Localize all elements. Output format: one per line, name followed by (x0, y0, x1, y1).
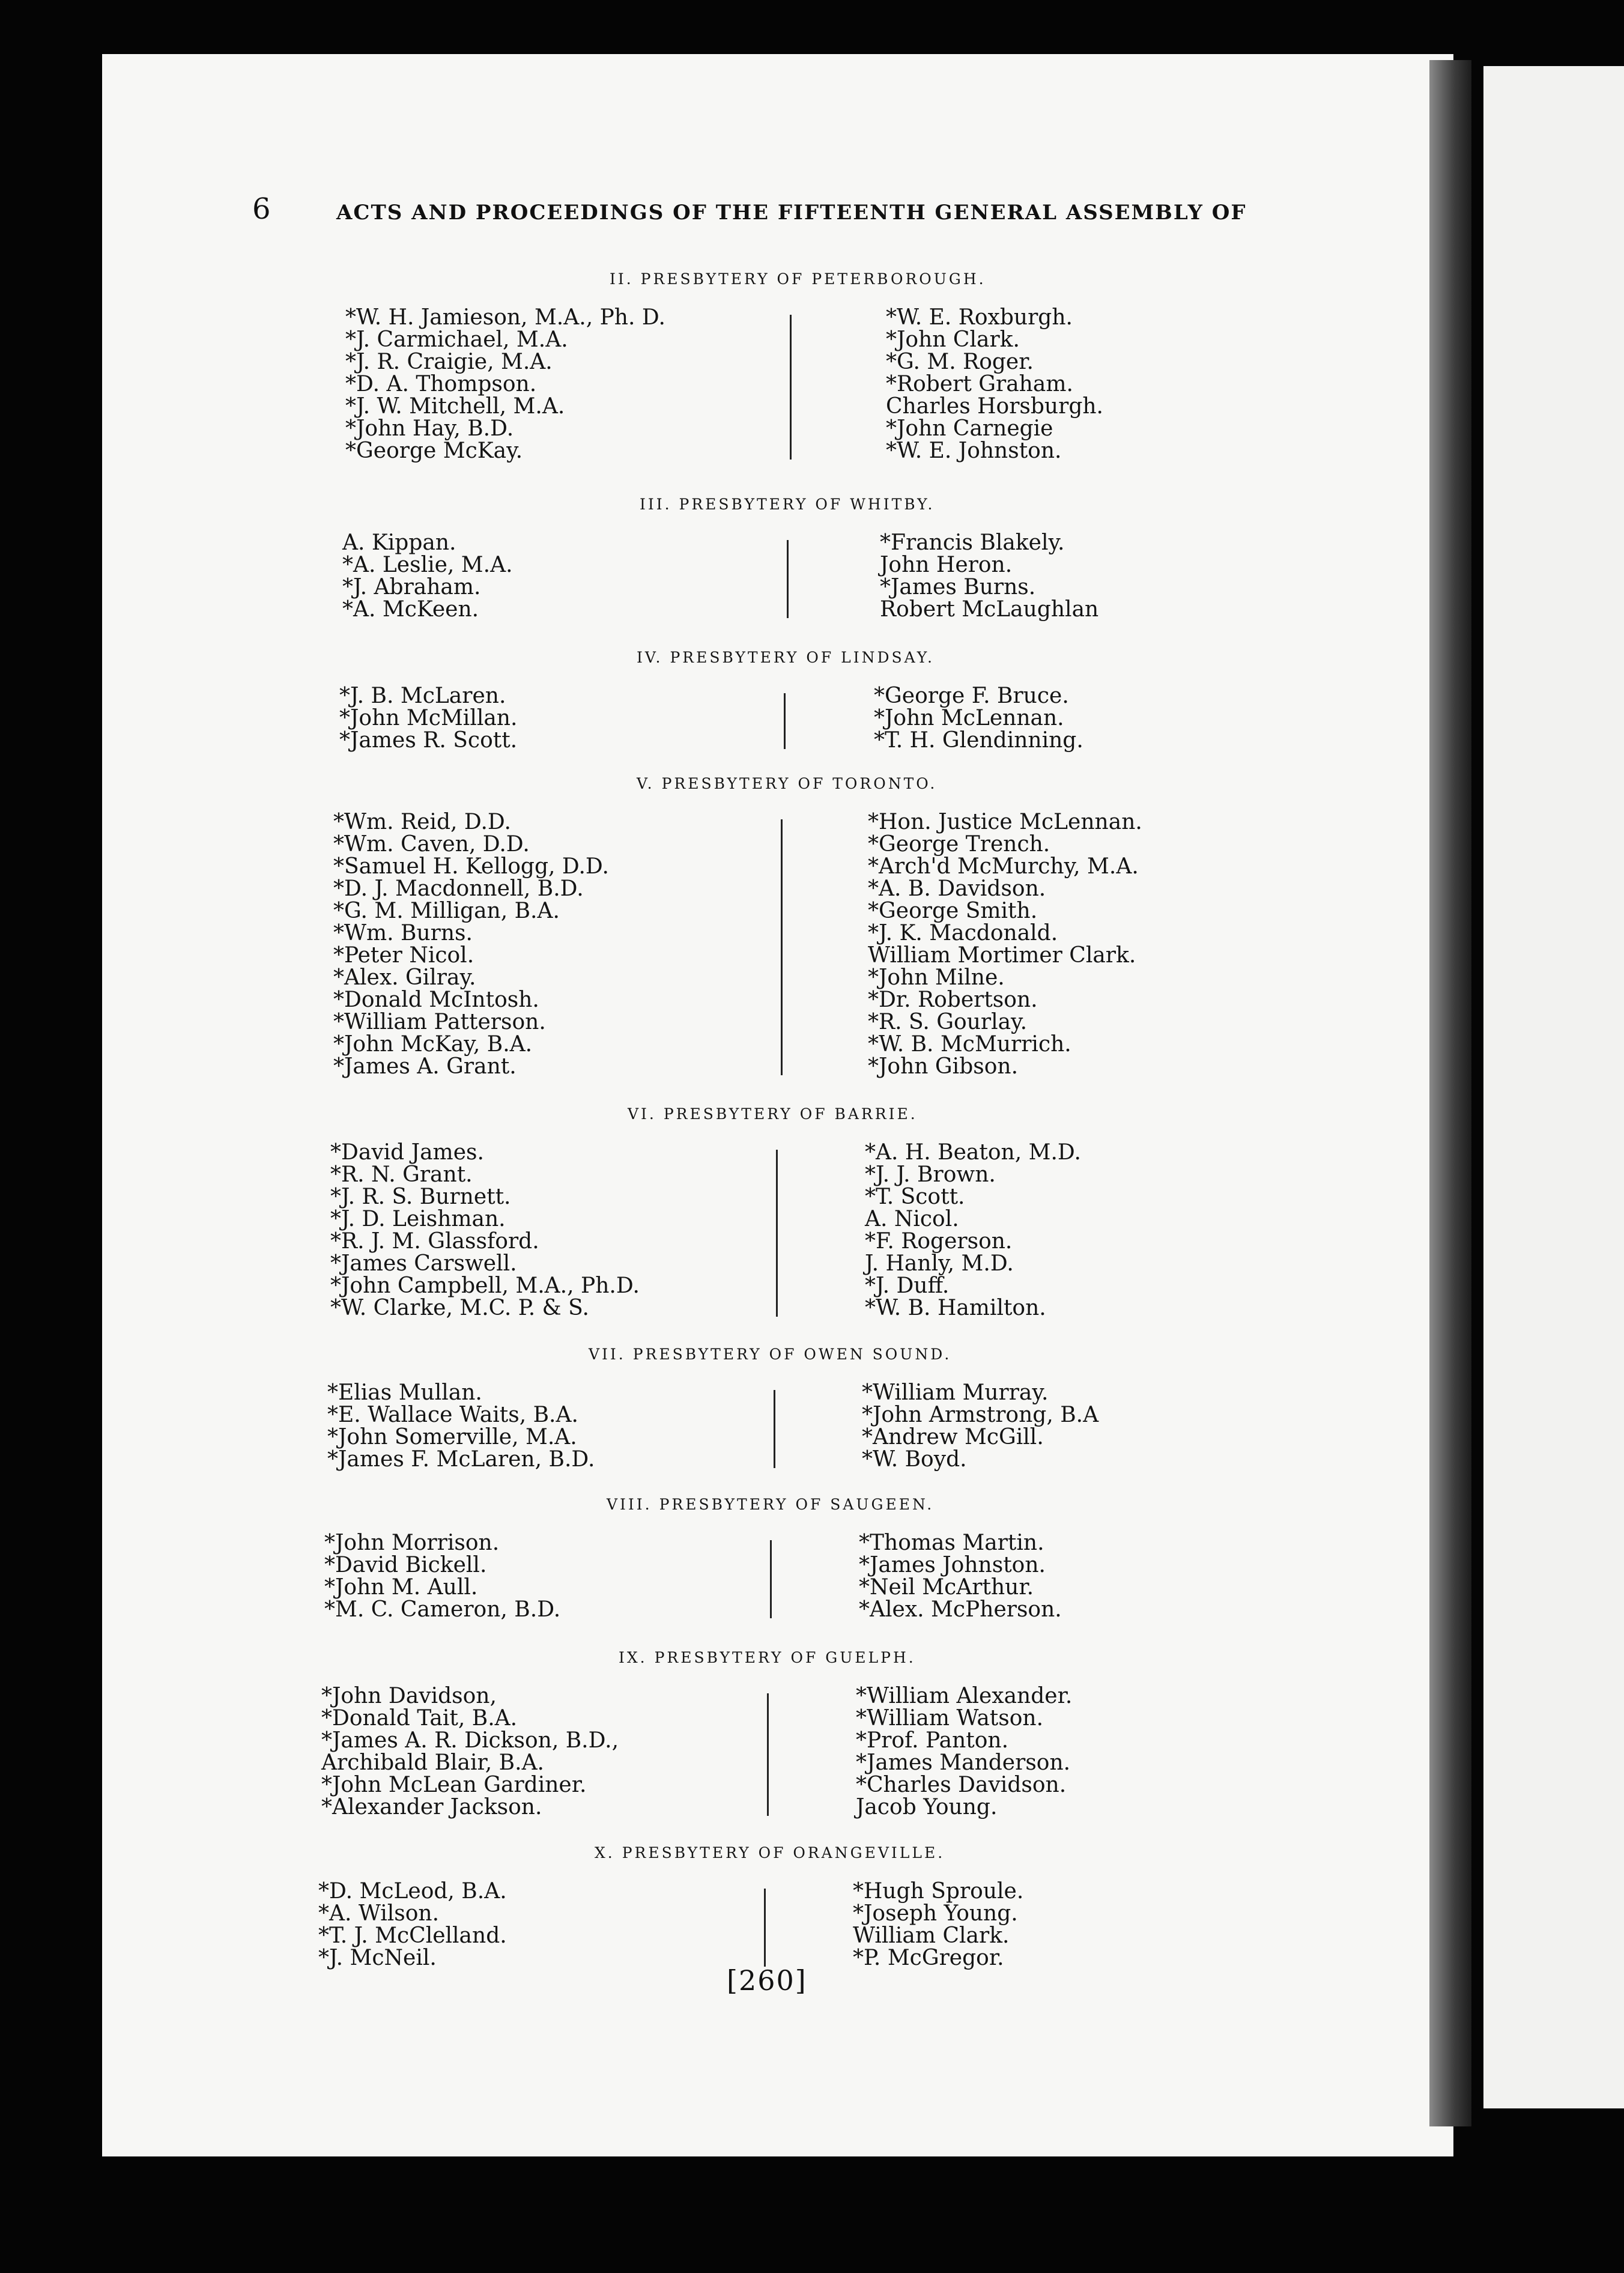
member-name: *J. R. Craigie, M.A. (345, 350, 553, 374)
member-name: *Dr. Robertson. (868, 988, 1038, 1012)
left-column (345, 306, 665, 462)
member-name: Archibald Blair, B.A. (321, 1750, 545, 1775)
right-column (874, 685, 1083, 751)
member-name: *J. J. Brown. (865, 1162, 996, 1187)
member-name: *William Watson. (856, 1706, 1044, 1731)
left-column (321, 1685, 619, 1818)
member-name: *T. H. Glendinning. (874, 728, 1083, 753)
member-name: *J. Carmichael, M.A. (345, 327, 568, 352)
member-name: *James Johnston. (859, 1553, 1046, 1577)
left-column (318, 1880, 507, 1969)
member-name: *Alexander Jackson. (321, 1795, 542, 1819)
member-name: *T. J. McClelland. (318, 1923, 507, 1948)
member-name: *James R. Scott. (339, 728, 518, 753)
member-name: *A. McKeen. (342, 597, 479, 622)
member-name: *Robert Graham. (886, 372, 1073, 396)
left-column (342, 532, 513, 621)
member-name: *Wm. Reid, D.D. (333, 810, 511, 834)
member-name: *J. McNeil. (318, 1946, 437, 1970)
member-name: *George Trench. (868, 832, 1050, 857)
member-name: A. Nicol. (865, 1207, 959, 1231)
member-name: *R. S. Gourlay. (868, 1010, 1028, 1034)
member-name: *Joseph Young. (853, 1901, 1018, 1926)
member-name: *D. A. Thompson. (345, 372, 537, 396)
member-name: *W. B. Hamilton. (865, 1296, 1046, 1320)
presbytery-title: V. PRESBYTERY OF TORONTO. (637, 775, 938, 792)
left-column (330, 1141, 640, 1319)
member-name: *E. Wallace Waits, B.A. (327, 1403, 578, 1427)
member-name: *John Armstrong, B.A (862, 1403, 1099, 1427)
page-number: 6 (252, 192, 271, 226)
member-name: *Francis Blakely. (880, 530, 1065, 555)
member-name: *James A. R. Dickson, B.D., (321, 1728, 619, 1753)
member-name: *T. Scott. (865, 1185, 965, 1209)
member-name: *John Hay, B.D. (345, 416, 514, 441)
member-name: *William Patterson. (333, 1010, 546, 1034)
left-column (327, 1382, 595, 1470)
presbytery-title: VII. PRESBYTERY OF OWEN SOUND. (589, 1346, 952, 1363)
member-name: *John McMillan. (339, 706, 518, 730)
member-name: *John McLean Gardiner. (321, 1773, 587, 1797)
member-name: *J. R. S. Burnett. (330, 1185, 511, 1209)
member-name: *John Carnegie (886, 416, 1053, 441)
member-name: *F. Rogerson. (865, 1229, 1013, 1254)
right-column (886, 306, 1103, 462)
member-name: *Alex. Gilray. (333, 965, 476, 990)
member-name: *G. M. Milligan, B.A. (333, 899, 560, 923)
presbytery-title: VIII. PRESBYTERY OF SAUGEEN. (607, 1496, 935, 1513)
member-name: *W. B. McMurrich. (868, 1032, 1071, 1057)
member-name: *M. C. Cameron, B.D. (324, 1597, 561, 1622)
member-name: *Charles Davidson. (856, 1773, 1067, 1797)
member-name: *Donald Tait, B.A. (321, 1706, 518, 1731)
column-divider (770, 1540, 772, 1618)
presbytery-title: X. PRESBYTERY OF ORANGEVILLE. (595, 1844, 945, 1862)
member-name: *George McKay. (345, 439, 523, 463)
member-name: *R. N. Grant. (330, 1162, 473, 1187)
column-divider (776, 1150, 778, 1317)
member-name: *Peter Nicol. (333, 943, 474, 968)
member-name: *John Davidson, (321, 1684, 497, 1708)
presbytery-title: II. PRESBYTERY OF PETERBOROUGH. (610, 270, 986, 288)
member-name: *James Carswell. (330, 1251, 517, 1276)
member-name: *Thomas Martin. (859, 1531, 1044, 1555)
presbytery-title: VI. PRESBYTERY OF BARRIE. (628, 1105, 918, 1123)
member-name: *George F. Bruce. (874, 684, 1069, 708)
presbytery-title: III. PRESBYTERY OF WHITBY. (640, 496, 935, 513)
running-head (252, 192, 1333, 228)
member-name: *Elias Mullan. (327, 1380, 482, 1405)
member-name: *J. K. Macdonald. (868, 921, 1058, 945)
member-name: Charles Horsburgh. (886, 394, 1104, 419)
member-name: *John Milne. (868, 965, 1005, 990)
member-name: *Arch'd McMurchy, M.A. (868, 854, 1139, 879)
member-name: *John Gibson. (868, 1054, 1019, 1079)
member-name: *David Bickell. (324, 1553, 487, 1577)
member-name: *John McLennan. (874, 706, 1064, 730)
member-name: *James Manderson. (856, 1750, 1071, 1775)
member-name: *A. B. Davidson. (868, 876, 1046, 901)
column-divider (787, 540, 789, 618)
member-name: *A. H. Beaton, M.D. (865, 1140, 1081, 1165)
left-column (339, 685, 517, 751)
member-name: *Neil McArthur. (859, 1575, 1034, 1600)
right-column (859, 1532, 1062, 1621)
column-divider (790, 315, 792, 460)
member-name: *George Smith. (868, 899, 1038, 923)
member-name: *John Campbell, M.A., Ph.D. (330, 1273, 640, 1298)
member-name: *Prof. Panton. (856, 1728, 1009, 1753)
member-name: *D. J. Macdonnell, B.D. (333, 876, 584, 901)
member-name: *J. Abraham. (342, 575, 481, 599)
running-head-title: ACTS AND PROCEEDINGS OF THE FIFTEENTH GENERAL ASSEMBLY OF (336, 201, 1247, 225)
member-name: *J. D. Leishman. (330, 1207, 506, 1231)
right-column (862, 1382, 1098, 1470)
member-name: *J. W. Mitchell, M.A. (345, 394, 565, 419)
member-name: *J. Duff. (865, 1273, 950, 1298)
member-name: *James Burns. (880, 575, 1036, 599)
member-name: *James A. Grant. (333, 1054, 517, 1079)
member-name: *John Clark. (886, 327, 1020, 352)
member-name: *Hon. Justice McLennan. (868, 810, 1142, 834)
member-name: *W. E. Johnston. (886, 439, 1062, 463)
member-name: *A. Wilson. (318, 1901, 440, 1926)
column-divider (784, 693, 786, 749)
member-name: *J. B. McLaren. (339, 684, 506, 708)
member-name: *W. H. Jamieson, M.A., Ph. D. (345, 305, 665, 330)
column-divider (767, 1693, 769, 1816)
member-name: *Samuel H. Kellogg, D.D. (333, 854, 609, 879)
member-name: *John Somerville, M.A. (327, 1425, 577, 1449)
facing-page-edge (1483, 66, 1624, 2108)
member-name: A. Kippan. (342, 530, 456, 555)
member-name: *G. M. Roger. (886, 350, 1034, 374)
page-gutter-shadow (1429, 60, 1471, 2126)
member-name: *W. Boyd. (862, 1447, 967, 1472)
member-name: *W. E. Roxburgh. (886, 305, 1073, 330)
left-column (324, 1532, 560, 1621)
member-name: *Wm. Caven, D.D. (333, 832, 530, 857)
column-divider (764, 1889, 766, 1967)
right-column (868, 811, 1142, 1078)
member-name: *John M. Aull. (324, 1575, 478, 1600)
member-name: *Andrew McGill. (862, 1425, 1044, 1449)
member-name: William Mortimer Clark. (868, 943, 1136, 968)
right-column (856, 1685, 1072, 1818)
column-divider (774, 1390, 775, 1468)
folio-number: [260] (727, 1964, 807, 1997)
member-name: *William Murray. (862, 1380, 1049, 1405)
right-column (865, 1141, 1081, 1319)
right-column (880, 532, 1098, 621)
left-column (333, 811, 609, 1078)
member-name: Robert McLaughlan (880, 597, 1099, 622)
member-name: *William Alexander. (856, 1684, 1073, 1708)
member-name: Jacob Young. (856, 1795, 998, 1819)
member-name: *Wm. Burns. (333, 921, 473, 945)
member-name: *R. J. M. Glassford. (330, 1229, 539, 1254)
member-name: *Alex. McPherson. (859, 1597, 1062, 1622)
member-name: William Clark. (853, 1923, 1010, 1948)
member-name: *James F. McLaren, B.D. (327, 1447, 595, 1472)
member-name: *Hugh Sproule. (853, 1879, 1024, 1904)
member-name: *John Morrison. (324, 1531, 500, 1555)
member-name: *D. McLeod, B.A. (318, 1879, 507, 1904)
member-name: *David James. (330, 1140, 484, 1165)
member-name: *Donald McIntosh. (333, 988, 539, 1012)
member-name: *P. McGregor. (853, 1946, 1004, 1970)
member-name: *John McKay, B.A. (333, 1032, 533, 1057)
presbytery-title: IV. PRESBYTERY OF LINDSAY. (637, 649, 935, 666)
right-column (853, 1880, 1023, 1969)
member-name: *W. Clarke, M.C. P. & S. (330, 1296, 589, 1320)
member-name: *A. Leslie, M.A. (342, 553, 513, 577)
presbytery-title: IX. PRESBYTERY OF GUELPH. (619, 1649, 916, 1666)
column-divider (781, 819, 783, 1075)
member-name: John Heron. (880, 553, 1013, 577)
member-name: J. Hanly, M.D. (865, 1251, 1014, 1276)
